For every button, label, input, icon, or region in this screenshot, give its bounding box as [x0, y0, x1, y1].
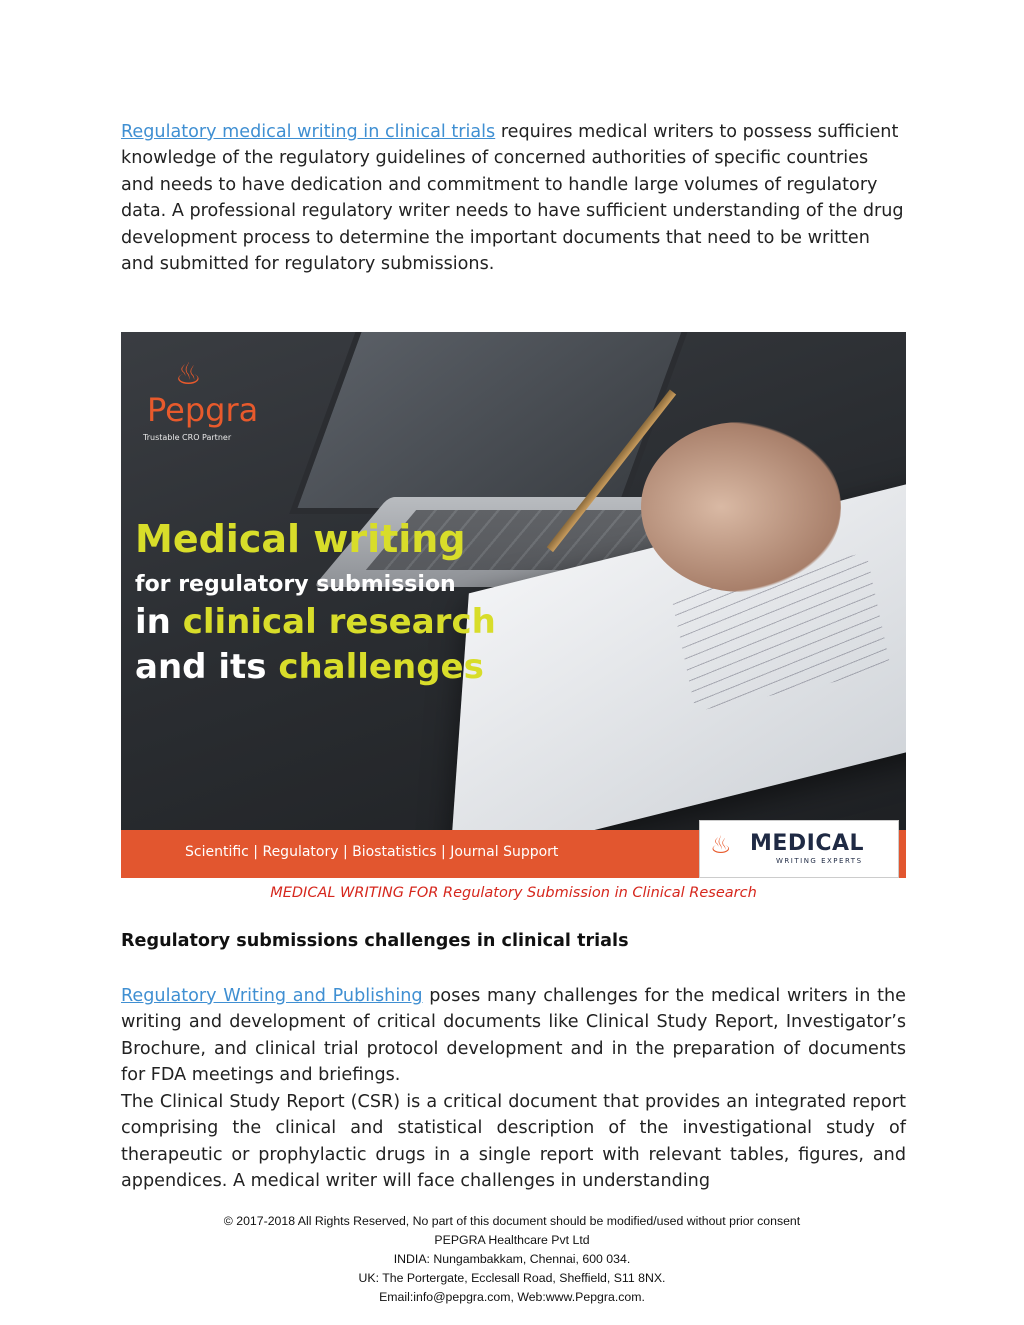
medical-writing-experts-logo — [699, 820, 899, 878]
regulatory-writing-publishing-link[interactable]: Regulatory Writing and Publishing — [121, 986, 423, 1006]
pepgra-logo-text: Pepgra — [147, 391, 259, 429]
banner-image — [121, 332, 906, 878]
footer-india-address: INDIA: Nungambakkam, Chennai, 600 034. — [393, 1252, 631, 1266]
banner-title-line4-yellow: challenges — [278, 647, 484, 687]
footer-company: PEPGRA Healthcare Pvt Ltd — [434, 1233, 590, 1247]
mwe-flame-icon: ♨ — [710, 831, 732, 859]
section-heading: Regulatory submissions challenges in clinical trials — [121, 931, 629, 951]
mwe-sub-text: WRITING EXPERTS — [776, 857, 863, 865]
pepgra-tagline: Trustable CRO Partner — [143, 433, 232, 442]
footer-uk-address: UK: The Portergate, Ecclesall Road, Sheffield, S11 8NX. — [358, 1271, 666, 1285]
image-caption: MEDICAL WRITING FOR Regulatory Submission in Clinical Research — [270, 885, 757, 901]
services-text: Scientific | Regulatory | Biostatistics | Journal Support — [185, 844, 559, 860]
banner-title-line4-white: and its — [135, 647, 279, 687]
csr-paragraph: The Clinical Study Report (CSR) is a critical document that provides an integrated report comprising the clinical and statistical description of the investigational study of therapeutic or prophylactic drugs in a single report with relevant tables, figures, and appendices. A medical writer will face challenges in understanding — [121, 1092, 906, 1192]
banner-title-line1: Medical writing — [135, 517, 466, 561]
writing-hand — [641, 422, 841, 592]
pepgra-flame-icon: ♨ — [175, 357, 202, 392]
footer-copyright: © 2017-2018 All Rights Reserved, No part of this document should be modified/used without prior consent — [223, 1214, 801, 1228]
page-footer — [0, 1212, 1024, 1307]
laptop-screen — [289, 332, 695, 514]
banner-title-line3-white: in — [135, 602, 183, 642]
intro-paragraph — [121, 119, 906, 277]
pepgra-logo — [143, 357, 263, 452]
para2-text: poses many challenges for the medical writers in the writing and development of critical documents like Clinical Study Report, Investigator’s Brochure, and clinical trial protocol development and in the preparation of documents for FDA meetings and briefings. — [121, 986, 907, 1086]
mwe-main-text: MEDICAL — [750, 831, 865, 856]
intro-text: requires medical writers to possess sufficient knowledge of the regulatory guidelines of concerned authorities of specific countries and needs to have dedication and commitment to handle large volumes of regulatory data. A professional regulatory writer needs to have sufficient understanding of the drug development process to determine the important documents that need to be written and submitted for regulatory submissions. — [121, 122, 904, 275]
banner-title-line2: for regulatory submission — [135, 572, 456, 597]
banner-title-line3 — [135, 602, 496, 642]
writing-challenges-paragraph — [121, 983, 906, 1089]
regulatory-medical-writing-link[interactable]: Regulatory medical writing in clinical trials — [121, 122, 496, 142]
footer-contact: Email:info@pepgra.com, Web:www.Pepgra.com. — [379, 1290, 645, 1304]
banner-title-line3-yellow: clinical research — [182, 602, 496, 642]
banner-title-line4 — [135, 647, 484, 687]
